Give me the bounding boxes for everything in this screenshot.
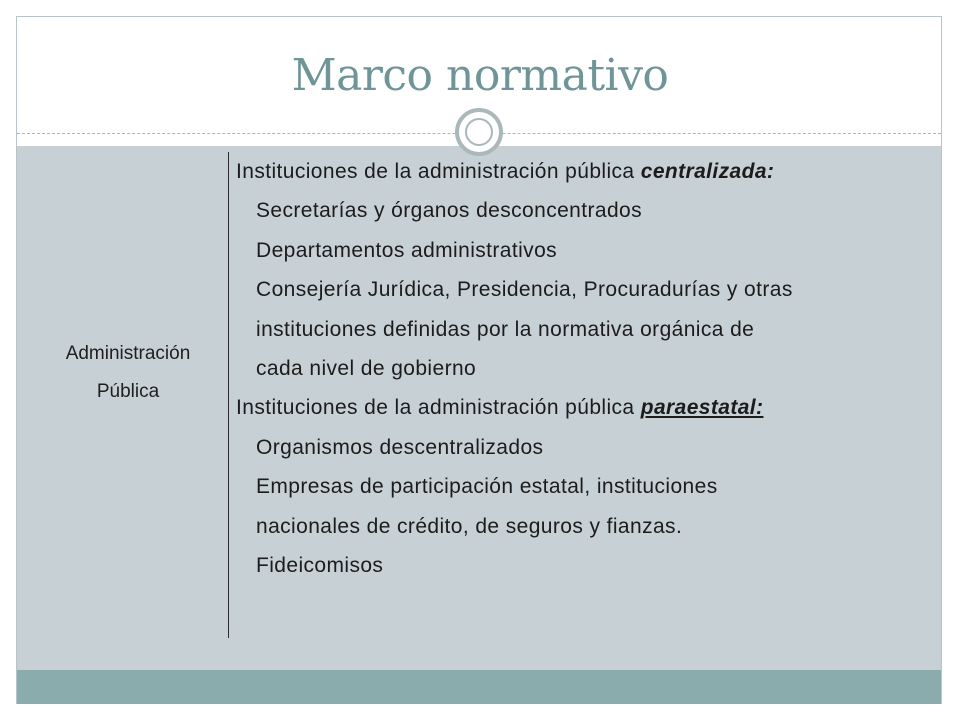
- paraestatal-heading-prefix: Instituciones de la administración pública: [236, 396, 641, 420]
- list-item: cada nivel de gobierno: [256, 357, 477, 381]
- list-item: Secretarías y órganos desconcentrados: [256, 199, 643, 223]
- list-item: Empresas de participación estatal, instituciones: [256, 475, 718, 499]
- list-item: nacionales de crédito, de seguros y fianzas.: [256, 514, 683, 538]
- left-cell-line-1: Administración: [65, 343, 191, 364]
- double-ring-icon: [455, 108, 503, 156]
- ornament-inner-ring: [465, 118, 493, 146]
- list-item: Consejería Jurídica, Presidencia, Procuradurías y otras: [256, 278, 793, 302]
- centralizada-heading-prefix: Instituciones de la administración pública: [236, 160, 641, 183]
- list-item: Organismos descentralizados: [256, 435, 544, 459]
- footer-band: [17, 670, 941, 704]
- right-cell: [236, 152, 916, 585]
- left-cell-line-2: Pública: [96, 381, 160, 402]
- column-divider: [228, 152, 229, 638]
- list-item: instituciones definidas por la normativa orgánica de: [256, 317, 755, 341]
- centralizada-keyword: centralizada:: [640, 160, 775, 183]
- paraestatal-heading: [236, 388, 916, 427]
- slide-title: Marco normativo: [291, 50, 669, 101]
- left-cell: [28, 335, 228, 411]
- list-item: Fideicomisos: [256, 554, 384, 578]
- list-item: Departamentos administrativos: [256, 238, 558, 262]
- paraestatal-keyword: paraestatal:: [640, 396, 764, 420]
- centralizada-heading: [236, 152, 916, 191]
